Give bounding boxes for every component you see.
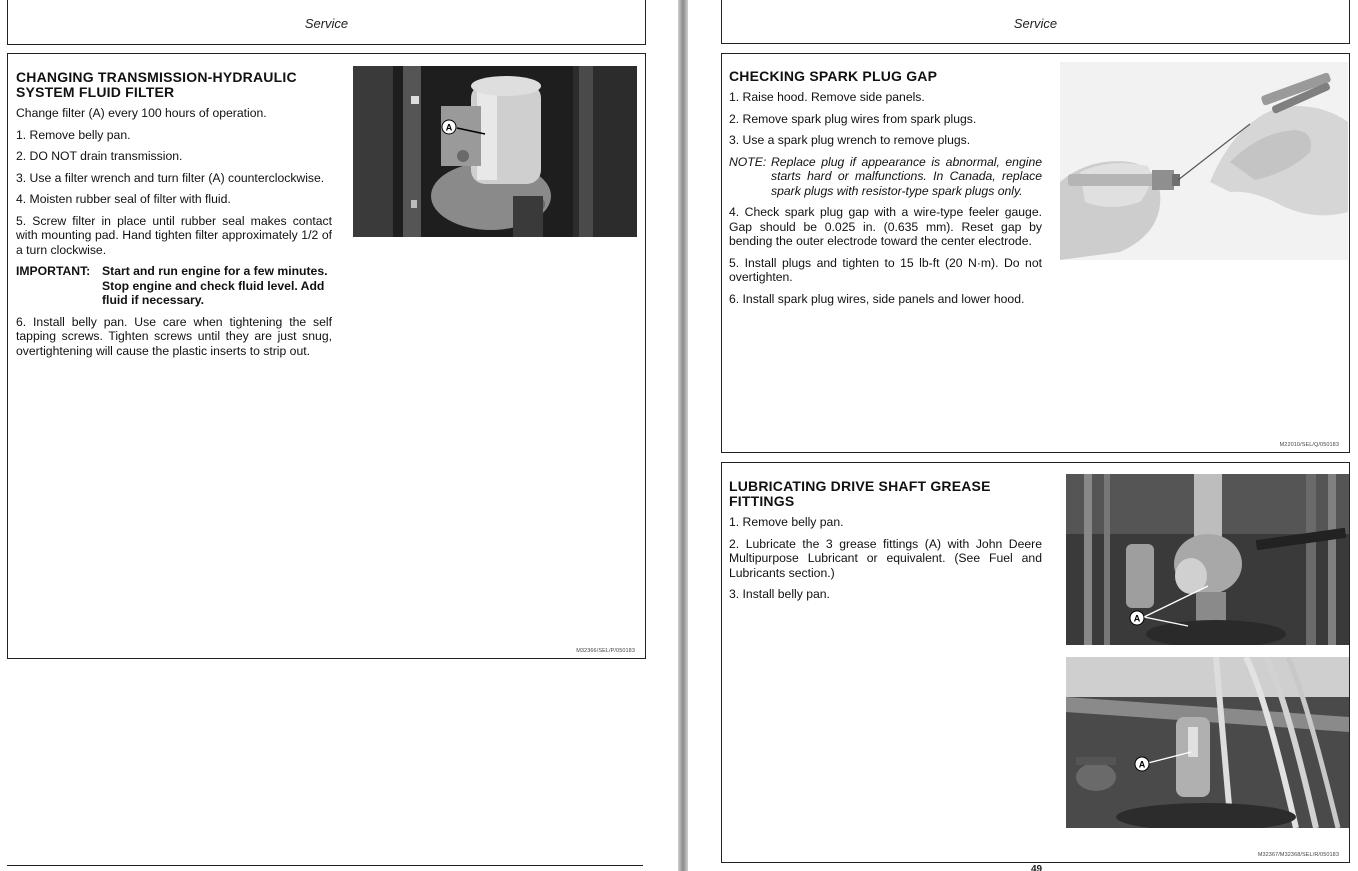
step-5: 5. Screw filter in place until rubber seal makes contact with mounting pad. Hand tighten filter approximately 1/2 of a turn clockwise. <box>16 213 332 257</box>
left-page <box>0 0 678 871</box>
grease-callout-a-bottom: A <box>1138 759 1146 770</box>
grease-step-1: 1. Remove belly pan. <box>729 515 844 529</box>
spark-step-2: 2. Remove spark plug wires from spark plugs. <box>729 111 977 126</box>
transmission-filter-title: CHANGING TRANSMISSION-HYDRAULIC SYSTEM FLUID FILTER <box>16 69 297 100</box>
spark-section-code: M22010/SEL/Q/050183 <box>1279 442 1339 448</box>
spark-plug-photo <box>1060 62 1348 260</box>
right-header-title: Service <box>1013 16 1058 31</box>
left-page-header <box>7 0 646 45</box>
step-6: 6. Install belly pan. Use care when tightening the self tapping screws. Tighten screws until they are just snug, overtightening will cause the plastic inserts to strip out. <box>16 314 332 358</box>
note-text: Replace plug if appearance is abnormal, engine starts hard or malfunctions. In Canada, replace spark plugs with resistor-type spark plugs only. <box>771 154 1042 198</box>
page-number: 49 <box>1031 864 1043 871</box>
left-section-code: M32366/SEL/P/050183 <box>576 648 635 654</box>
intro-text: Change filter (A) every 100 hours of operation. <box>16 106 267 120</box>
spark-plug-title: CHECKING SPARK PLUG GAP <box>729 68 938 84</box>
right-page <box>688 0 1358 871</box>
drive-shaft-photo-bottom <box>1066 657 1349 828</box>
spark-note <box>729 155 1042 199</box>
left-bottom-rule <box>7 865 643 866</box>
important-notice <box>16 264 332 308</box>
filter-photo <box>353 66 637 237</box>
step-3: 3. Use a filter wrench and turn filter (A) counterclockwise. <box>16 170 325 185</box>
grease-step-2: 2. Lubricate the 3 grease fittings (A) with John Deere Multipurpose Lubricant or equivalent. (See Fuel and Lubricants section.) <box>729 536 1042 580</box>
grease-section-code: M32367/M32368/SEL/R/050183 <box>1257 852 1339 858</box>
filter-callout-a: A <box>445 122 453 133</box>
step-4: 4. Moisten rubber seal of filter with fluid. <box>16 192 231 206</box>
spark-step-5: 5. Install plugs and tighten to 15 lb-ft (20 N·m). Do not overtighten. <box>729 255 1042 284</box>
page-gutter <box>678 0 688 871</box>
important-text: Start and run engine for a few minutes. Stop engine and check fluid level. Add fluid if necessary. <box>102 264 328 307</box>
important-label: IMPORTANT: <box>16 264 91 278</box>
grease-step-3: 3. Install belly pan. <box>729 587 830 601</box>
drive-shaft-photo-top <box>1066 474 1349 645</box>
spark-step-3: 3. Use a spark plug wrench to remove plugs. <box>729 133 971 147</box>
left-header-title: Service <box>304 16 349 31</box>
step-1: 1. Remove belly pan. <box>16 127 131 142</box>
spark-step-6: 6. Install spark plug wires, side panels and lower hood. <box>729 291 1025 306</box>
step-2: 2. DO NOT drain transmission. <box>16 149 183 163</box>
note-label: NOTE: <box>729 154 767 169</box>
spark-plug-section <box>721 53 1350 453</box>
right-page-header <box>721 0 1350 44</box>
grease-callout-a-top: A <box>1133 613 1141 624</box>
spark-step-4: 4. Check spark plug gap with a wire-type feeler gauge. Gap should be 0.025 in. (0.635 mm). Reset gap by bending the outer electrode toward the center electrode. <box>729 205 1042 248</box>
grease-text <box>729 479 1042 609</box>
spark-step-1: 1. Raise hood. Remove side panels. <box>729 90 925 104</box>
spark-plug-text <box>729 69 1042 313</box>
grease-fittings-section <box>721 462 1350 863</box>
transmission-filter-text <box>16 70 332 365</box>
transmission-filter-section <box>7 53 646 659</box>
grease-title: LUBRICATING DRIVE SHAFT GREASE FITTINGS <box>729 478 991 509</box>
